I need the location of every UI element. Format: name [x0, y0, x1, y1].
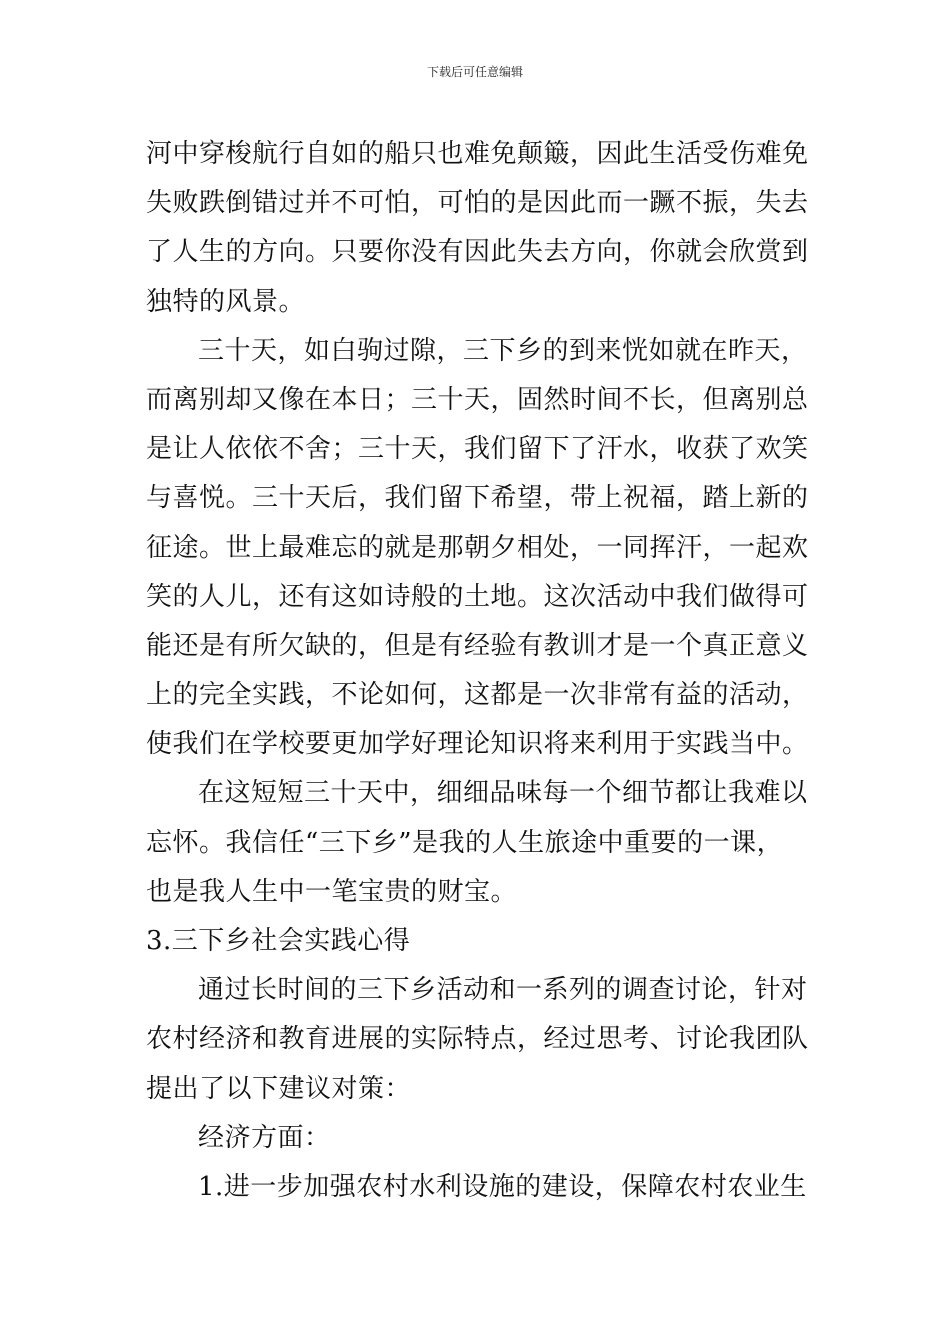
text-line: 农村经济和教育进展的实际特点，经过思考、讨论我团队 [146, 1024, 809, 1055]
text-line: 也是我人生中一笔宝贵的财宝。 [146, 876, 518, 907]
text-line: 忘怀。我信任“三下乡”是我的人生旅途中重要的一课， [146, 827, 784, 858]
text-line: 独特的风景。 [146, 286, 306, 317]
list-item: 1.进一步加强农村水利设施的建设，保障农村农业生 [198, 1171, 807, 1202]
page-header: 下载后可任意编辑 [426, 65, 523, 79]
text-line: 河中穿梭航行自如的船只也难免颠簸，因此生活受伤难免 [146, 139, 809, 169]
text-line: 能还是有所欠缺的，但是有经验有教训才是一个真正意义 [146, 630, 809, 661]
section-heading: 3.三下乡社会实践心得 [146, 926, 411, 956]
text-line: 而离别却又像在本日；三十天，固然时间不长，但离别总 [146, 384, 809, 415]
text-line: 三十天，如白驹过隙，三下乡的到来恍如就在昨天， [198, 335, 808, 366]
document-body [146, 130, 810, 1212]
text-line: 了人生的方向。只要你没有因此失去方向，你就会欣赏到 [146, 237, 809, 268]
text-line: 使我们在学校要更加学好理论知识将来利用于实践当中。 [146, 729, 809, 760]
text-line: 征途。世上最难忘的就是那朝夕相处，一同挥汗，一起欢 [146, 532, 809, 563]
subsection-heading: 经济方面： [198, 1122, 331, 1153]
text-line: 是让人依依不舍；三十天，我们留下了汗水，收获了欢笑 [146, 434, 809, 465]
text-line: 笑的人儿，还有这如诗般的土地。这次活动中我们做得可 [146, 581, 809, 612]
text-line: 上的完全实践，不论如何，这都是一次非常有益的活动， [146, 680, 809, 711]
text-line: 通过长时间的三下乡活动和一系列的调查讨论，针对 [198, 975, 808, 1006]
text-line: 在这短短三十天中，细细品味每一个细节都让我难以 [198, 778, 808, 809]
text-line: 与喜悦。三十天后，我们留下希望，带上祝福，踏上新的 [146, 483, 809, 514]
text-line: 失败跌倒错过并不可怕，可怕的是因此而一蹶不振，失去 [146, 188, 809, 219]
text-line: 提出了以下建议对策： [146, 1073, 412, 1104]
